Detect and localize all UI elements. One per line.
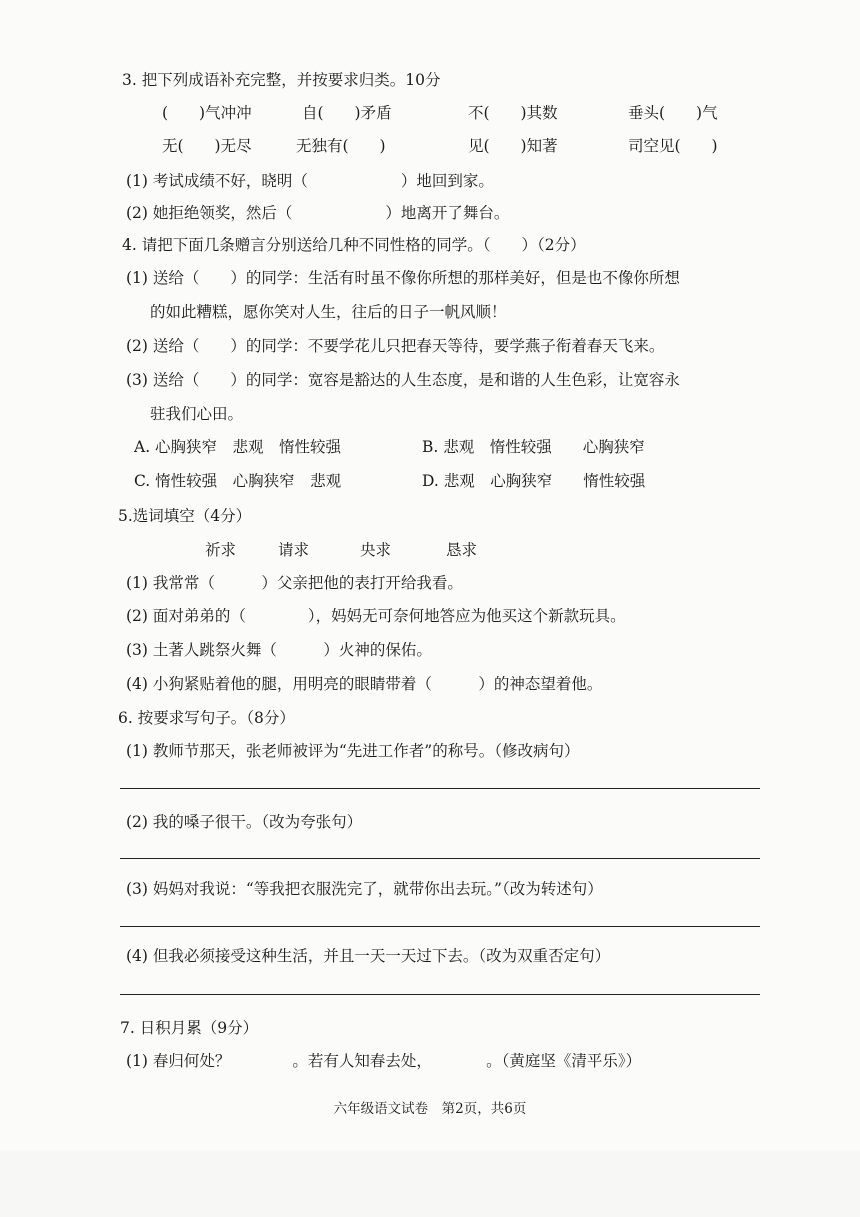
q4-title: 4. 请把下面几条赠言分别送给几种不同性格的同学。（ ）（2分）: [122, 236, 586, 254]
q5-word-3: 央求: [360, 541, 392, 559]
q4-sentence-1b: 的如此糟糕，愿你笑对人生，往后的日子一帆风顺！: [150, 303, 507, 321]
q5-word-4: 恳求: [446, 541, 478, 559]
answer-line-3: [120, 926, 760, 927]
q3-idiom-7: 见( )知著: [468, 137, 558, 155]
q3-sub-2: (2) 她拒绝领奖，然后（ ）地离开了舞台。: [126, 204, 510, 222]
q3-idiom-3: 不( )其数: [468, 104, 558, 122]
q6-sentence-2: (2) 我的嗓子很干。（改为夸张句）: [126, 813, 363, 831]
q6-sentence-4: (4) 但我必须接受这种生活，并且一天一天过下去。（改为双重否定句）: [126, 947, 611, 965]
q5-word-1: 祈求: [205, 541, 237, 559]
q5-sentence-4: (4) 小狗紧贴着他的腿，用明亮的眼睛带着（ ）的神态望着他。: [126, 675, 603, 693]
q4-sentence-3a: (3) 送给（ ）的同学：宽容是豁达的人生态度，是和谐的人生色彩，让宽容永: [126, 371, 680, 389]
q3-idiom-2: 自( )矛盾: [302, 104, 392, 122]
q4-sentence-1a: (1) 送给（ ）的同学：生活有时虽不像你所想的那样美好，但是也不像你所想: [126, 269, 680, 287]
q6-title: 6. 按要求写句子。（8分）: [118, 709, 295, 727]
q4-sentence-2: (2) 送给（ ）的同学：不要学花儿只把春天等待，要学燕子衔着春天飞来。: [126, 337, 665, 355]
q3-idiom-4: 垂头( )气: [628, 104, 718, 122]
q6-sentence-1: (1) 教师节那天，张老师被评为“先进工作者”的称号。（修改病句）: [126, 742, 580, 760]
q4-option-c: C. 惰性较强 心胸狭窄 悲观: [134, 472, 342, 490]
q3-idiom-8: 司空见( ): [628, 137, 718, 155]
answer-line-1: [120, 788, 760, 789]
page-footer: 六年级语文试卷 第2页，共6页: [333, 1101, 527, 1117]
q3-idiom-1: ( )气冲冲: [162, 104, 252, 122]
q3-idiom-5: 无( )无尽: [162, 137, 252, 155]
q5-sentence-2: (2) 面对弟弟的（ ），妈妈无可奈何地答应为他买这个新款玩具。: [126, 607, 626, 625]
answer-line-4: [120, 994, 760, 995]
q4-option-d: D. 悲观 心胸狭窄 惰性较强: [422, 472, 646, 490]
q5-word-2: 请求: [278, 541, 310, 559]
q4-option-b: B. 悲观 惰性较强 心胸狭窄: [422, 438, 645, 456]
q3-sub-1: (1) 考试成绩不好，晓明（ ）地回到家。: [126, 172, 494, 190]
q7-sentence-1: (1) 春归何处？ 。若有人知春去处， 。（黄庭坚《清平乐》）: [126, 1052, 642, 1070]
q3-title: 3. 把下列成语补充完整，并按要求归类。10分: [122, 71, 441, 89]
q6-sentence-3: (3) 妈妈对我说：“等我把衣服洗完了，就带你出去玩。”（改为转述句）: [126, 880, 603, 898]
q7-title: 7. 日积月累（9分）: [120, 1019, 259, 1037]
q3-idiom-6: 无独有( ): [296, 137, 386, 155]
q5-sentence-1: (1) 我常常（ ）父亲把他的表打开给我看。: [126, 574, 463, 592]
q4-option-a: A. 心胸狭窄 悲观 惰性较强: [134, 438, 342, 456]
answer-line-2: [120, 858, 760, 859]
q5-title: 5.选词填空（4分）: [118, 507, 252, 525]
q4-sentence-3b: 驻我们心田。: [150, 405, 244, 423]
q5-sentence-3: (3) 土著人跳祭火舞（ ）火神的保佑。: [126, 641, 432, 659]
